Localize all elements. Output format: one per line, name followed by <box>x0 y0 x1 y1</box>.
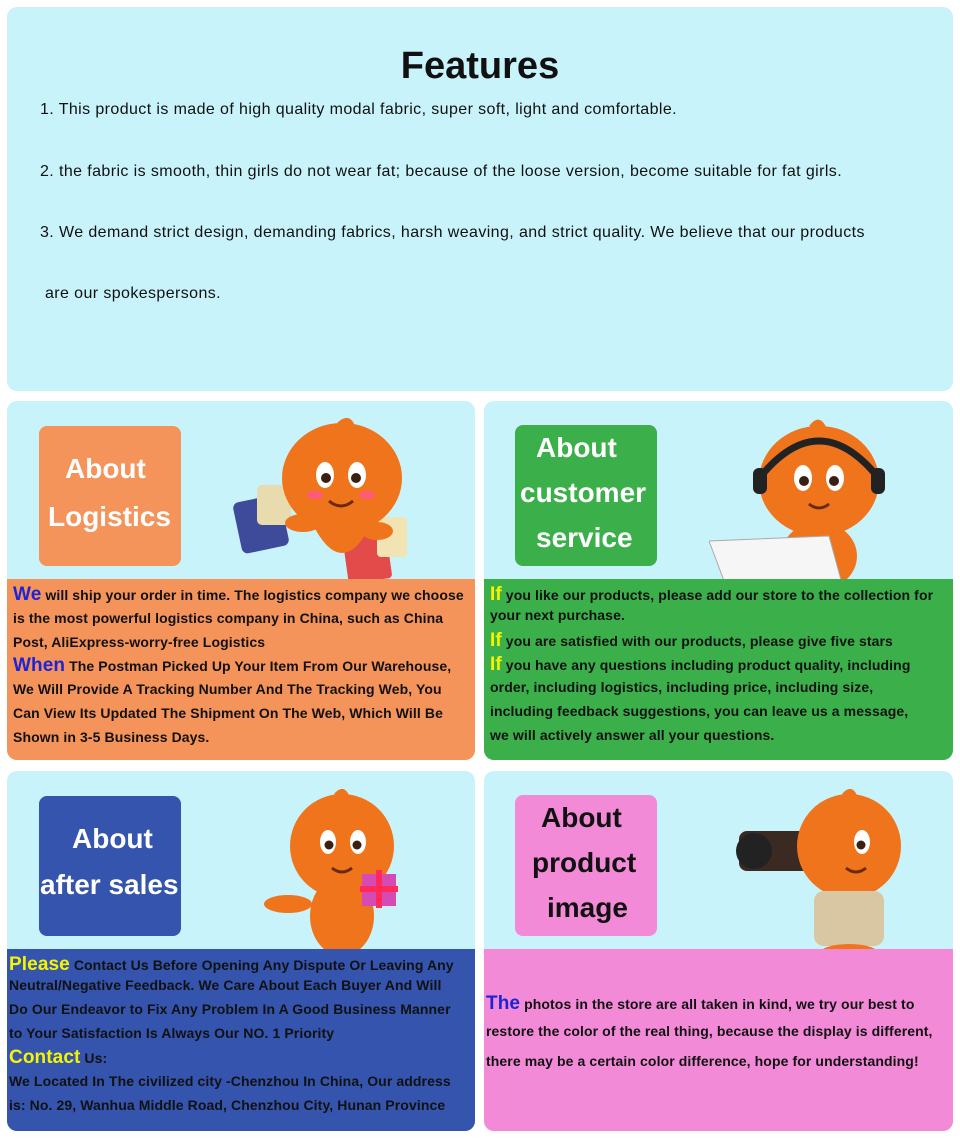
logistics-paragraph-1-line-1: We will ship your order in time. The logistics company we choose <box>13 584 464 605</box>
customer-service-text-band <box>484 579 953 760</box>
product-image-badge-line-2: product <box>532 847 637 878</box>
after-sales-text-band <box>7 949 475 1131</box>
logistics-lead-we: We <box>13 584 42 605</box>
product-image-badge <box>515 795 657 936</box>
after-sales-lead-contact: Contact <box>9 1047 81 1068</box>
after-sales-paragraph-2-line-2: We Located In The civilized city -Chenzhou In China, Our address <box>9 1073 451 1089</box>
features-panel <box>7 7 953 391</box>
logistics-text-band <box>7 579 475 760</box>
after-sales-paragraph-1-line-4: to Your Satisfaction Is Always Our NO. 1 Priority <box>9 1025 335 1041</box>
logistics-lead-when: When <box>13 655 66 676</box>
product-image-badge-line-3: image <box>547 892 628 923</box>
logistics-badge <box>39 426 181 566</box>
after-sales-badge-line-2: after sales <box>40 869 179 900</box>
product-image-paragraph-line-1: The photos in the store are all taken in kind, we try our best to <box>486 993 915 1014</box>
mascot-headset-laptop-illustration <box>709 416 909 596</box>
feature-line-2: 2. the fabric is smooth, thin girls do not wear fat; because of the loose version, become suitable for fat girls. <box>40 163 843 180</box>
mascot-video-camera-illustration <box>734 786 934 966</box>
customer-service-lead-if-1: If <box>490 584 502 605</box>
after-sales-paragraph-2-line-1: Contact Us: <box>9 1047 108 1068</box>
customer-service-paragraph-3-line-1: If you have any questions including product quality, including <box>490 654 911 675</box>
feature-line-3: 3. We demand strict design, demanding fabrics, harsh weaving, and strict quality. We believe that our products <box>40 224 865 241</box>
logistics-paragraph-2-line-1: When The Postman Picked Up Your Item From Our Warehouse, <box>13 655 452 676</box>
product-image-badge-line-1: About <box>541 802 622 833</box>
product-image-panel <box>484 771 953 1131</box>
customer-service-paragraph-3-line-4: we will actively answer all your questions. <box>490 727 775 743</box>
customer-service-panel <box>484 401 953 760</box>
customer-service-badge-line-3: service <box>536 522 633 553</box>
after-sales-paragraph-1-line-3: Do Our Endeavor to Fix Any Problem In A Good Business Manner <box>9 1001 451 1017</box>
logistics-paragraph-2-line-4: Shown in 3-5 Business Days. <box>13 729 210 745</box>
customer-service-paragraph-3-line-3: including feedback suggestions, you can leave us a message, <box>490 703 909 719</box>
customer-service-paragraph-3-line-2: order, including logistics, including price, including size, <box>490 679 874 695</box>
customer-service-paragraph-1-line-2: your next purchase. <box>490 607 625 623</box>
logistics-badge-line-1: About <box>65 453 146 484</box>
after-sales-lead-please: Please <box>9 954 70 975</box>
customer-service-badge <box>515 425 657 566</box>
logistics-paragraph-2-line-2: We Will Provide A Tracking Number And The Tracking Web, You <box>13 681 442 697</box>
logistics-paragraph-1-line-2: is the most powerful logistics company in China, such as China <box>13 610 444 626</box>
logistics-paragraph-2-line-3: Can View Its Updated The Shipment On The Web, Which Will Be <box>13 705 443 721</box>
customer-service-paragraph-2: If you are satisfied with our products, please give five stars <box>490 630 893 651</box>
product-image-text-band <box>484 949 953 1131</box>
logistics-panel <box>7 401 475 760</box>
logistics-paragraph-1-line-3: Post, AliExpress-worry-free Logistics <box>13 634 266 650</box>
customer-service-lead-if-3: If <box>490 654 502 675</box>
product-image-paragraph-line-2: restore the color of the real thing, because the display is different, <box>486 1023 933 1039</box>
after-sales-paragraph-2-line-3: is: No. 29, Wanhua Middle Road, Chenzhou City, Hunan Province <box>9 1097 446 1113</box>
product-image-paragraph-line-3: there may be a certain color difference, hope for understanding! <box>486 1053 919 1069</box>
features-title: Features <box>400 45 560 87</box>
after-sales-paragraph-1-line-1: Please Contact Us Before Opening Any Dispute Or Leaving Any <box>9 954 454 975</box>
after-sales-panel <box>7 771 475 1131</box>
customer-service-lead-if-2: If <box>490 630 502 651</box>
feature-line-1: 1. This product is made of high quality modal fabric, super soft, light and comfortable. <box>40 101 677 118</box>
logistics-badge-line-2: Logistics <box>48 501 171 532</box>
customer-service-badge-line-1: About <box>536 432 617 463</box>
mascot-gift-illustration <box>262 786 422 966</box>
after-sales-badge-line-1: About <box>72 823 153 854</box>
after-sales-badge <box>39 796 181 936</box>
customer-service-badge-line-2: customer <box>520 477 647 508</box>
product-image-lead-the: The <box>486 993 521 1014</box>
after-sales-paragraph-1-line-2: Neutral/Negative Feedback. We Care About Each Buyer And Will <box>9 977 442 993</box>
customer-service-paragraph-1-line-1: If you like our products, please add our store to the collection for <box>490 584 934 605</box>
feature-line-3-continued: are our spokespersons. <box>45 285 222 302</box>
mascot-shopping-illustration <box>217 413 475 593</box>
